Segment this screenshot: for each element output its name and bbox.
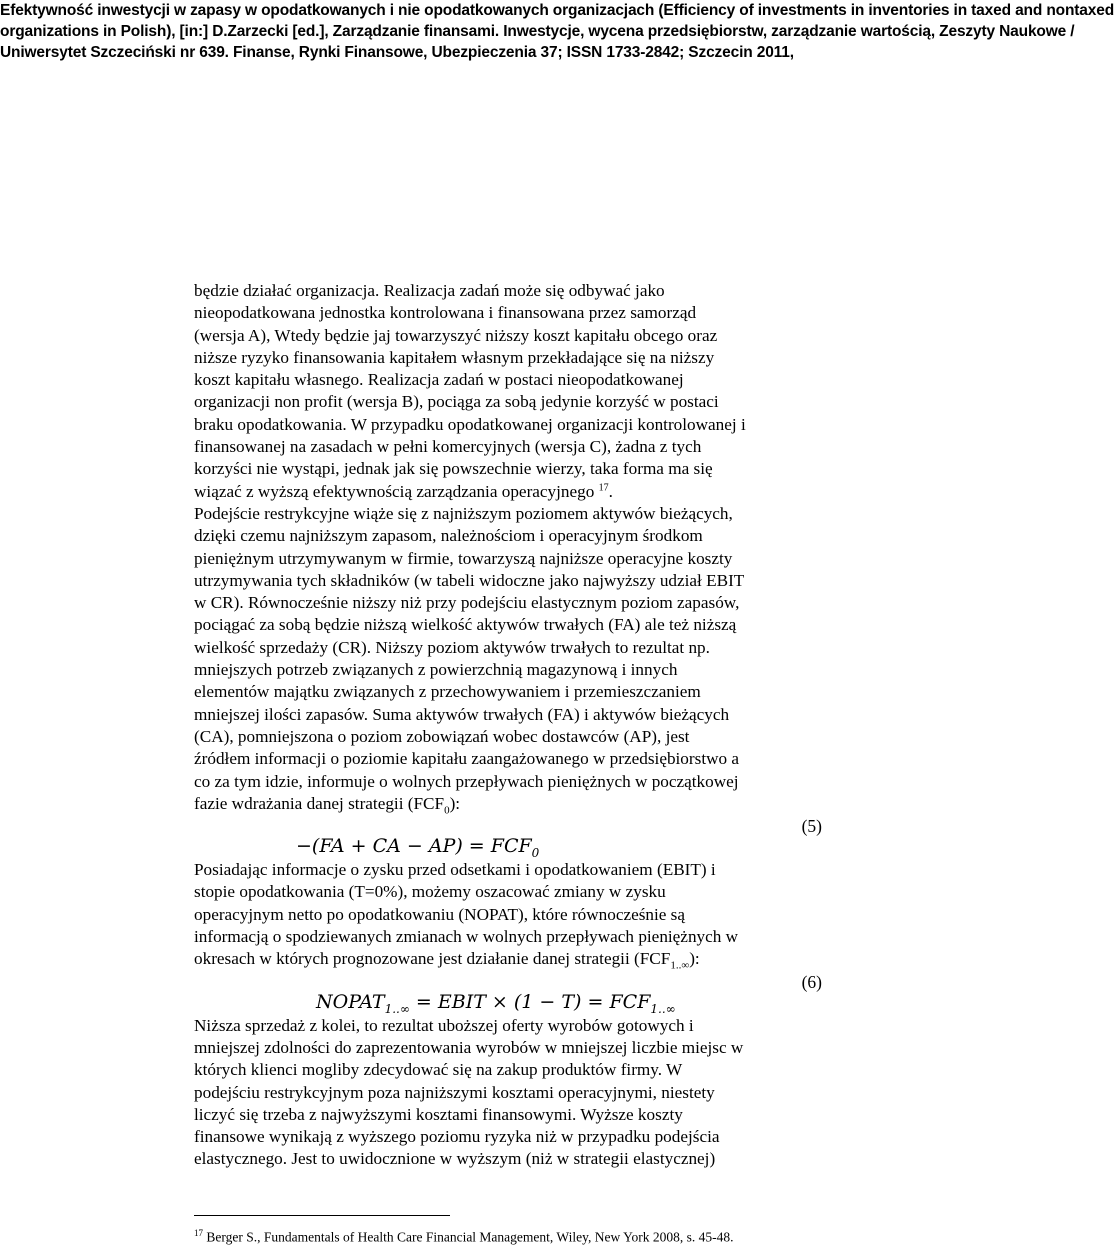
text-line: braku opodatkowania. W przypadku opodatkowanej organizacji kontrolowanej i (194, 414, 746, 434)
text-line: mniejszej ilości zapasów. Suma aktywów trwałych (FA) i aktywów bieżących (194, 704, 730, 724)
text-line: korzyści nie wystąpi, jednak jak się powszechnie wierzy, taka forma ma się (194, 459, 713, 479)
citation-line: Efektywność inwestycji w zapasy w opodatkowanych i nie opodatkowanych organizacjach (Efficiency of investments in inventories in taxed and nontaxed (0, 2, 1114, 19)
text-line (194, 793, 834, 815)
paragraph (194, 503, 834, 793)
citation-header (0, 0, 1114, 63)
text-line (194, 948, 834, 970)
text-line: organizacji non profit (wersja B), pociąga za sobą jedynie korzyść w postaci (194, 392, 719, 412)
subscript: 0 (444, 804, 450, 817)
paragraph (194, 280, 834, 481)
body-text (194, 280, 834, 1171)
text-line: pieniężnym utrzymywanym w firmie, towarzyszą najniższe operacyjne koszty (194, 548, 733, 568)
text-span: okresach w których prognozowane jest działanie danej strategii (FCF (194, 949, 671, 969)
formula-text: −(FA + CA − AP) = FCF (296, 835, 532, 858)
text-line: elementów majątku związanych z przechowywaniem i przemieszczaniem (194, 682, 701, 702)
equation-formula (296, 835, 539, 864)
text-line: mniejszej zdolności do zaprezentowania wyrobów w mniejszej liczbie miejsc w (194, 1037, 744, 1057)
equation-6 (194, 971, 834, 1015)
formula-subscript: 1..∞ (650, 1001, 676, 1016)
text-line: informacją o spodziewanych zmianach w wolnych przepływach pieniężnych w (194, 927, 739, 947)
text-line: wielkość sprzedaży (CR). Niższy poziom aktywów trwałych to rezultat np. (194, 637, 710, 657)
text-span: fazie wdrażania danej strategii (FCF (194, 793, 445, 813)
text-line: źródłem informacji o poziomie kapitału zaangażowanego w przedsiębiorstwo a (194, 749, 740, 769)
subscript: 1..∞ (670, 959, 690, 972)
footnote-separator (194, 1215, 450, 1216)
citation-line: Uniwersytet Szczeciński nr 639. Finanse, Rynki Finansowe, Ubezpieczenia 37; ISSN 1733-2842; Szczecin 2011, (0, 44, 794, 61)
text-line: finansowanej na zasadach w pełni komercyjnych (wersja C), żadna z tych (194, 437, 702, 457)
text-line: podejściu restrykcyjnym poza najniższymi kosztami operacyjnymi, niestety (194, 1082, 715, 1102)
formula-text: = EBIT × (1 − T) = FCF (409, 990, 651, 1013)
text-line: mniejszych potrzeb związanych z powierzchnią magazynową i innych (194, 660, 678, 680)
formula-subscript: 0 (531, 845, 540, 860)
text-line: Posiadając informacje o zysku przed odsetkami i opodatkowaniem (EBIT) i (194, 860, 716, 880)
text-span: ): (689, 949, 700, 969)
footnote-reference: 17 (598, 481, 609, 493)
text-line: dzięki czemu najniższym zapasom, należnościom i operacyjnym środkom (194, 526, 703, 546)
citation-line: organizations in Polish), [in:] D.Zarzecki [ed.], Zarządzanie finansami. Inwestycje, wycena przedsiębiorstw, zarządzanie wartością, Zeszyty Naukowe / (0, 23, 1075, 40)
text-span: wiązać z wyższą efektywnością zarządzania operacyjnego (194, 481, 595, 501)
equation-5 (194, 815, 834, 859)
text-line: co za tym idzie, informuje o wolnych przepływach pieniężnych w początkowej (194, 771, 739, 791)
equation-number: (6) (801, 971, 822, 992)
text-line: w CR). Równocześnie niższy niż przy podejściu elastycznym poziom zapasów, (194, 593, 740, 613)
text-line: których klienci mogliby zdecydować się na zakup produktów firmy. W (194, 1060, 683, 1080)
text-line: Podejście restrykcyjne wiąże się z najniższym poziomem aktywów bieżących, (194, 503, 733, 523)
text-line: koszt kapitału własnego. Realizacja zadań w postaci nieopodatkowanej (194, 370, 684, 390)
footnote-number: 17 (194, 1228, 203, 1238)
text-line: (CA), pomniejszona o poziom zobowiązań wobec dostawców (AP), jest (194, 726, 690, 746)
text-line: będzie działać organizacja. Realizacja zadań może się odbywać jako (194, 281, 665, 300)
equation-formula (316, 991, 676, 1020)
formula-subscript: 1..∞ (384, 1001, 410, 1016)
text-line (194, 481, 834, 503)
text-line: elastycznego. Jest to uwidocznione w wyższym (niż w strategii elastycznej) (194, 1149, 716, 1169)
text-line: Niższa sprzedaż z kolei, to rezultat uboższej oferty wyrobów gotowych i (194, 1015, 694, 1035)
paragraph (194, 1015, 834, 1171)
paragraph (194, 859, 834, 948)
text-line: (wersja A), Wtedy będzie jaj towarzyszyć niższy koszt kapitału obcego oraz (194, 325, 718, 345)
text-line: utrzymywania tych składników (w tabeli widoczne jako najwyższy udział EBIT (194, 570, 745, 590)
footnote-text: Berger S., Fundamentals of Health Care Financial Management, Wiley, New York 2008, s. 45-48. (203, 1229, 734, 1245)
text-line: finansowe wynikają z wyższego poziomu ryzyka niż w przypadku podejścia (194, 1127, 720, 1147)
formula-text: NOPAT (316, 990, 385, 1013)
text-line: operacyjnym netto po opodatkowaniu (NOPAT), które równocześnie są (194, 904, 685, 924)
text-line: niższe ryzyko finansowania kapitałem własnym przekładające się na niższy (194, 347, 715, 367)
footnote (194, 1225, 734, 1246)
text-line: pociągać za sobą będzie niższą wielkość aktywów trwałych (FA) ale też niższą (194, 615, 737, 635)
text-line: liczyć się trzeba z najwyższymi kosztami finansowymi. Wyższe koszty (194, 1104, 683, 1124)
text-line: nieopodatkowana jednostka kontrolowana i finansowana przez samorząd (194, 303, 697, 323)
equation-number: (5) (801, 816, 822, 837)
text-span: . (608, 481, 613, 501)
text-line: stopie opodatkowania (T=0%), możemy oszacować zmiany w zysku (194, 882, 666, 902)
text-span: ): (449, 793, 461, 813)
